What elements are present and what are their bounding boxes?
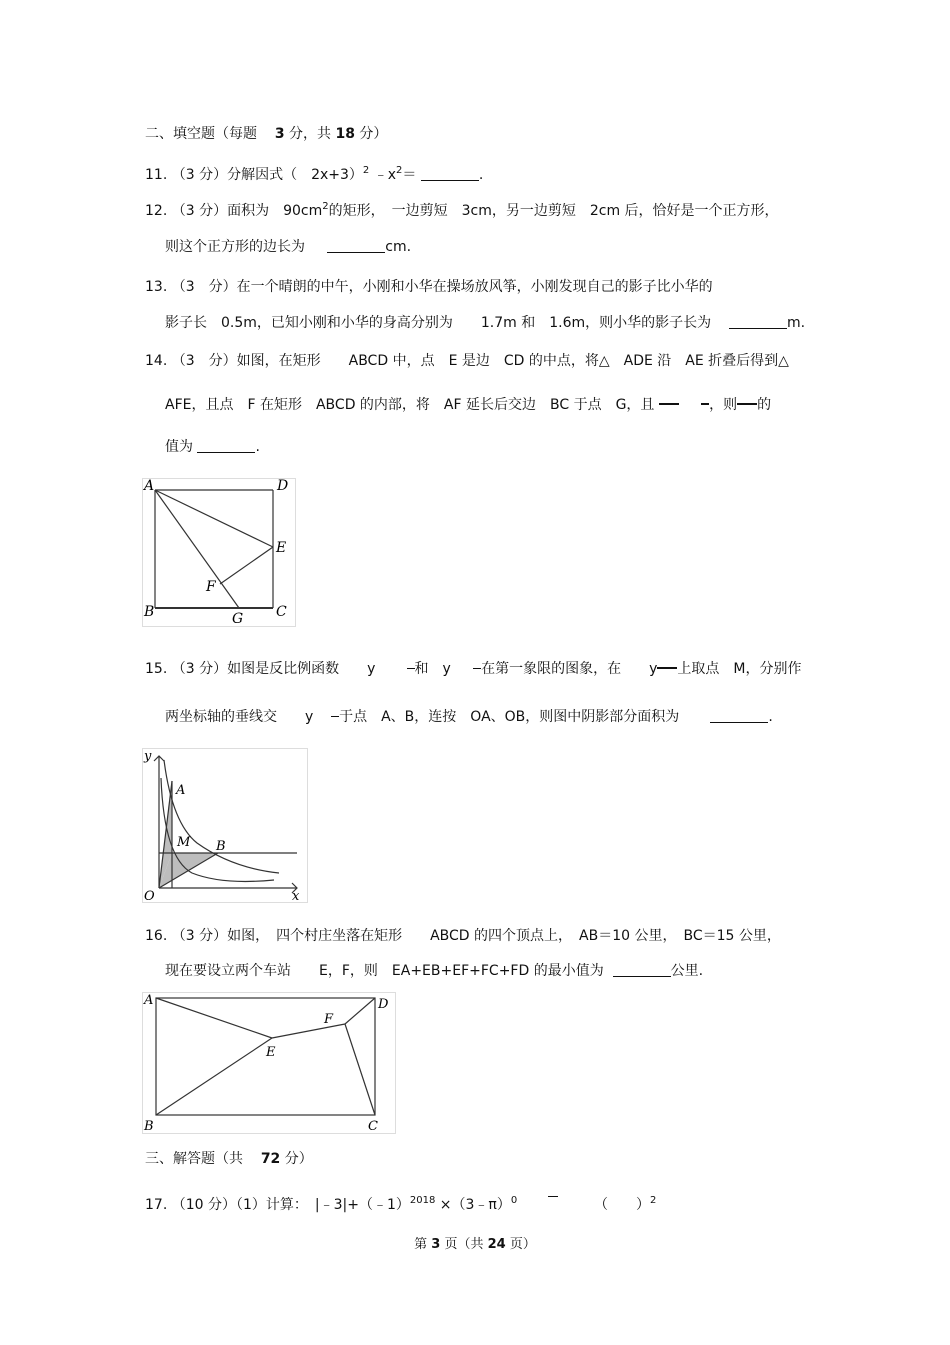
label-C: C xyxy=(276,604,287,620)
label-F: F xyxy=(206,579,216,595)
fraction-placeholder xyxy=(473,668,481,669)
answer-blank[interactable] xyxy=(710,709,768,723)
minus-sign xyxy=(548,1196,558,1197)
answer-blank[interactable] xyxy=(197,439,255,453)
answer-blank[interactable] xyxy=(613,963,671,977)
question-14-line-1: 14. （3 分）如图，在矩形 ABCD 中，点 E 是边 CD 的中点，将△ ADE 沿 AE 折叠后得到△ xyxy=(145,353,789,369)
fraction-placeholder xyxy=(659,403,679,405)
label-D: D xyxy=(277,478,289,494)
label-B: B xyxy=(216,839,226,854)
label-D: D xyxy=(378,997,389,1012)
question-17: 17. （10 分）（1）计算： |﹣3|+（﹣1）$^{2018}$ ×（3﹣π）$^0$ （ ）$^2$ xyxy=(145,1195,657,1213)
fraction-placeholder xyxy=(701,403,709,405)
label-E: E xyxy=(266,1045,276,1060)
question-12-line-2: 则这个正方形的边长为 cm. xyxy=(165,239,412,255)
figure-q15-inverse-functions xyxy=(142,748,308,903)
label-A: A xyxy=(144,993,154,1008)
question-14-line-2: AFE，且点 F 在矩形 ABCD 的内部，将 AF 延长后交边 BC 于点 G，且 ，则 的 xyxy=(165,397,772,413)
question-13-line-2: 影子长 0.5m，已知小刚和小华的身高分别为 1.7m 和 1.6m，则小华的影子长为 m. xyxy=(165,315,806,331)
section-2-heading: 二、填空题（每题 3 分，共 18 分） xyxy=(145,126,388,142)
figure-q14-rectangle xyxy=(142,478,297,628)
question-11: 11. （3 分）分解因式（ 2x+3）$^2$ $﹣x^2=$ . xyxy=(145,165,484,183)
label-B: B xyxy=(144,604,155,620)
label-x: x xyxy=(292,889,300,903)
label-E: E xyxy=(276,540,287,556)
section-3-heading: 三、解答题（共 72 分） xyxy=(145,1151,313,1167)
label-G: G xyxy=(232,611,244,627)
answer-blank[interactable] xyxy=(729,315,787,329)
fraction-placeholder xyxy=(407,668,415,669)
label-C: C xyxy=(368,1119,378,1134)
fraction-placeholder xyxy=(657,667,669,669)
question-12-line-1: 12. （3 分）面积为 $90cm^2$的矩形， 一边剪短 3cm，另一边剪短 2cm 后，恰好是一个正方形， xyxy=(145,201,779,219)
question-15-line-1: 15. （3 分）如图是反比例函数 y 和 y 在第一象限的图象，在 y 上取点 M，分别作 xyxy=(145,661,802,677)
label-O: O xyxy=(144,889,155,903)
answer-blank[interactable] xyxy=(421,167,479,181)
fraction-placeholder xyxy=(331,716,339,717)
fraction-placeholder xyxy=(737,403,757,405)
answer-blank[interactable] xyxy=(327,239,385,253)
question-13-line-1: 13. （3 分）在一个晴朗的中午，小刚和小华在操场放风筝，小刚发现自己的影子比小华的 xyxy=(145,279,713,295)
label-A: A xyxy=(144,478,155,494)
label-F: F xyxy=(324,1012,334,1027)
question-16-line-2: 现在要设立两个车站 E，F，则 EA+EB+EF+FC+FD 的最小值为 公里. xyxy=(165,963,704,979)
page-footer: 第 3 页（共 24 页） xyxy=(414,1237,536,1252)
label-B: B xyxy=(144,1119,154,1134)
question-15-line-2: 两坐标轴的垂线交 y 于点 A、B，连按 OA、OB，则图中阴影部分面积为 . xyxy=(165,709,773,725)
label-M: M xyxy=(177,835,191,850)
figure-q16-rectangle xyxy=(142,992,396,1134)
label-y: y xyxy=(144,749,152,764)
label-A: A xyxy=(176,783,186,798)
question-14-line-3: 值为 . xyxy=(165,439,260,455)
question-16-line-1: 16. （3 分）如图， 四个村庄坐落在矩形 ABCD 的四个顶点上， AB＝10 公里， BC＝15 公里， xyxy=(145,928,781,944)
